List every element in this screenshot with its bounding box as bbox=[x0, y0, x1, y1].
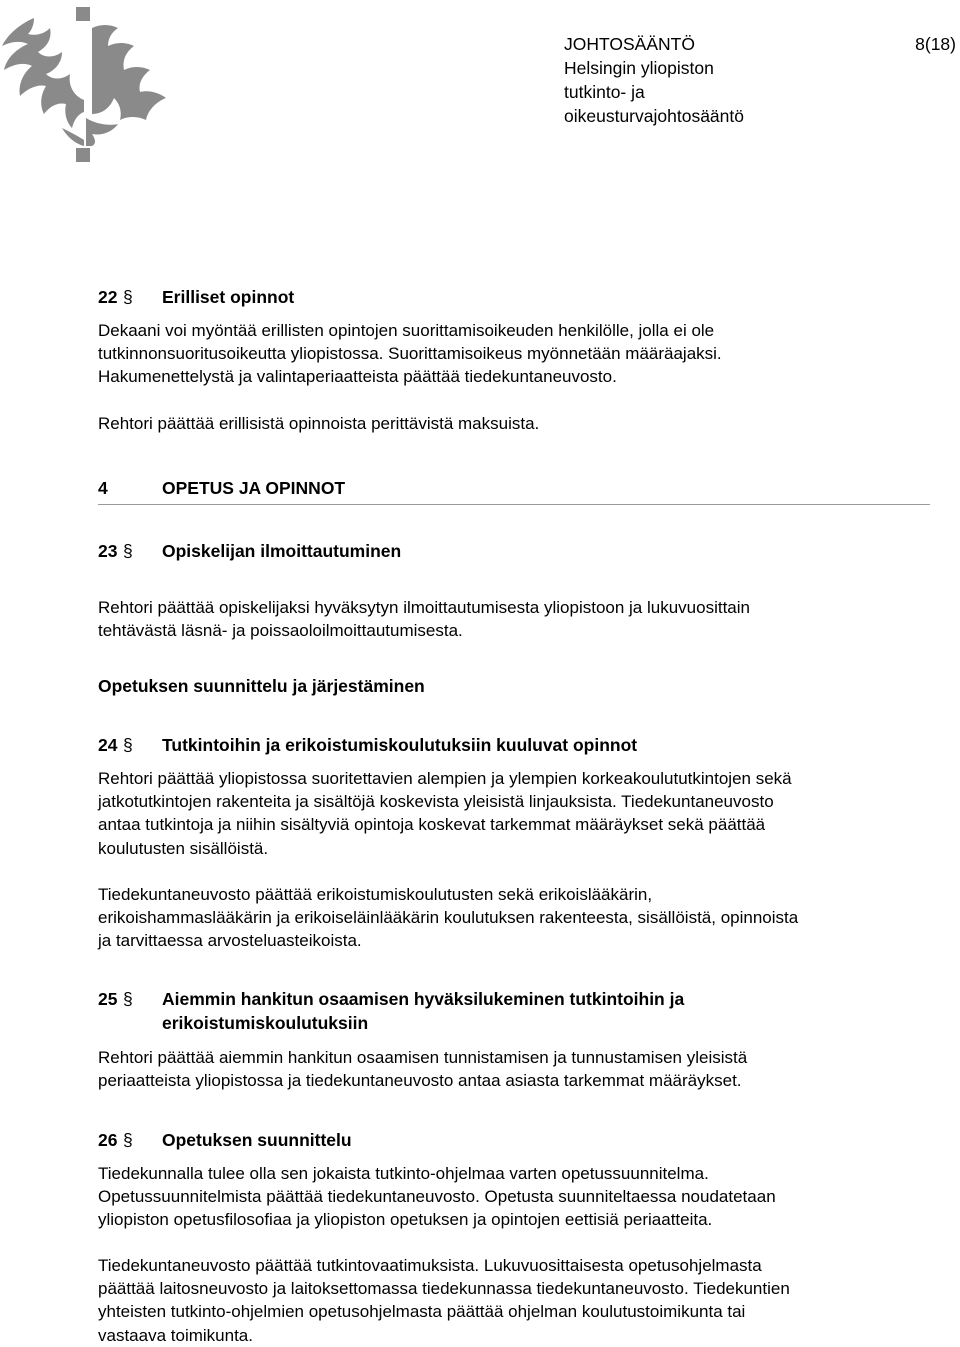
text-line: yliopiston opetusfilosofiaa ja yliopiston opetuksen ja opintojen eettisiä periaatteita. bbox=[98, 1210, 713, 1230]
section-22-paragraph-2 bbox=[98, 412, 930, 435]
text-line: Rehtori päättää opiskelijaksi hyväksytyn ilmoittautumisesta yliopistoon ja lukuvuosittain bbox=[98, 598, 750, 617]
section-number: 25 bbox=[98, 989, 118, 1009]
text-line: Dekaani voi myöntää erillisten opintojen suorittamisoikeuden henkilölle, jolla ei ole bbox=[98, 321, 715, 340]
text-line: yhteisten tutkinto-ohjelmien opetusohjelmasta päättää ohjelman koulutustoimikunta tai bbox=[98, 1302, 746, 1322]
section-number: 22 bbox=[98, 287, 118, 307]
text-line: erikoishammaslääkärin ja erikoiseläinlääkärin koulutuksen rakenteesta, sisällöistä, opinnoista bbox=[98, 908, 799, 928]
section-title bbox=[162, 987, 684, 1035]
section-title: Erilliset opinnot bbox=[162, 287, 295, 307]
subheading: Opetuksen suunnittelu ja järjestäminen bbox=[98, 676, 425, 696]
text-line: jatkotutkintojen rakenteita ja sisältöjä koskevista yleisistä linjauksista. Tiedekuntaneuvosto bbox=[98, 792, 774, 812]
header-line-3: tutkinto- ja bbox=[564, 82, 645, 102]
text-line: Tiedekuntaneuvosto päättää erikoistumiskoulutusten sekä erikoislääkärin, bbox=[98, 885, 653, 904]
section-number: 26 bbox=[98, 1130, 118, 1150]
chapter-number: 4 bbox=[98, 478, 108, 498]
document-header bbox=[564, 32, 744, 128]
header-line-2: Helsingin yliopiston bbox=[564, 58, 714, 78]
text-line: Opetussuunnitelmista päättää tiedekuntaneuvosto. Opetusta suunniteltaessa noudatetaan bbox=[98, 1187, 776, 1207]
title-line: erikoistumiskoulutuksiin bbox=[162, 1013, 369, 1033]
section-title: Opetuksen suunnittelu bbox=[162, 1130, 352, 1150]
chapter-4-heading bbox=[98, 476, 930, 505]
section-mark: § bbox=[123, 989, 133, 1009]
section-22-paragraph-1 bbox=[98, 319, 930, 389]
text-line: antaa tutkintoja ja niihin sisältyviä opintoja koskevat tarkemmat määräykset sekä päättää bbox=[98, 815, 766, 835]
header-line-1: JOHTOSÄÄNTÖ bbox=[564, 34, 695, 54]
text-line: tutkinnonsuoritusoikeutta yliopistossa. Suorittamisoikeus myönnetään määräajaksi. bbox=[98, 344, 722, 364]
text-line: Rehtori päättää erillisistä opinnoista perittävistä maksuista. bbox=[98, 414, 540, 433]
chapter-title: OPETUS JA OPINNOT bbox=[162, 478, 346, 498]
section-number: 23 bbox=[98, 541, 118, 561]
text-line: päättää laitosneuvosto ja laitoksettomassa tiedekunnassa tiedekuntaneuvosto. Tiedekuntien bbox=[98, 1279, 790, 1299]
section-title: Tutkintoihin ja erikoistumiskoulutuksiin kuuluvat opinnot bbox=[162, 735, 638, 755]
title-line: Aiemmin hankitun osaamisen hyväksilukeminen tutkintoihin ja bbox=[162, 989, 685, 1009]
university-flame-logo-icon bbox=[0, 0, 175, 168]
section-24-paragraph-1 bbox=[98, 767, 930, 860]
text-line: Rehtori päättää yliopistossa suoritettavien alempien ja ylempien korkeakoulututkintojen sekä bbox=[98, 769, 792, 788]
page-number: 8(18) bbox=[915, 34, 956, 54]
section-24-paragraph-2 bbox=[98, 883, 930, 953]
section-mark: § bbox=[123, 287, 133, 307]
section-title: Opiskelijan ilmoittautuminen bbox=[162, 541, 402, 561]
section-26-paragraph-2 bbox=[98, 1254, 930, 1347]
text-line: ja tarvittaessa arvosteluasteikoista. bbox=[98, 931, 362, 951]
section-mark: § bbox=[123, 1130, 133, 1150]
header-line-4: oikeusturvajohtosääntö bbox=[564, 106, 744, 126]
text-line: Rehtori päättää aiemmin hankitun osaamisen tunnistamisen ja tunnustamisen yleisistä bbox=[98, 1048, 748, 1067]
text-line: Hakumenettelystä ja valintaperiaatteista päättää tiedekuntaneuvosto. bbox=[98, 367, 617, 387]
text-line: tehtävästä läsnä- ja poissaoloilmoittautumisesta. bbox=[98, 621, 463, 641]
text-line: vastaava toimikunta. bbox=[98, 1325, 253, 1345]
section-number: 24 bbox=[98, 735, 118, 755]
text-line: periaatteista yliopistossa ja tiedekuntaneuvosto antaa asiasta tarkemmat määräykset. bbox=[98, 1071, 742, 1091]
section-mark: § bbox=[123, 541, 133, 561]
text-line: Tiedekuntaneuvosto päättää tutkintovaatimuksista. Lukuvuosittaisesta opetusohjelmasta bbox=[98, 1256, 762, 1275]
section-25-paragraph-1 bbox=[98, 1046, 930, 1092]
text-line: koulutusten sisällöistä. bbox=[98, 838, 269, 858]
text-line: Tiedekunnalla tulee olla sen jokaista tutkinto-ohjelmaa varten opetussuunnitelma. bbox=[98, 1164, 709, 1183]
section-26-paragraph-1 bbox=[98, 1162, 930, 1232]
section-23-paragraph-1 bbox=[98, 596, 930, 642]
section-mark: § bbox=[123, 735, 133, 755]
